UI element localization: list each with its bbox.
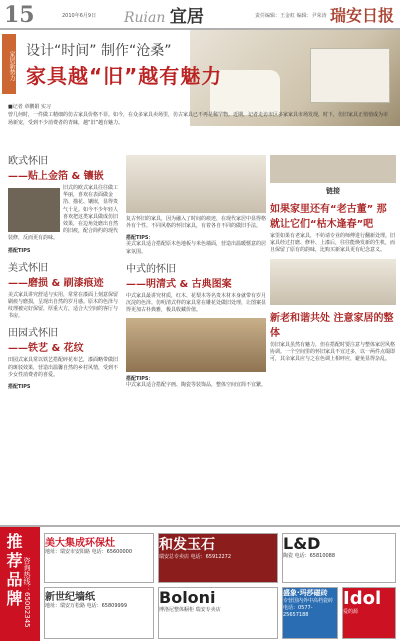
- harmony-body: 仿旧家具虽然有魅力，但在搭配时要注意与整体家居风格协调。一个空间里的怀旧家具不宜过多，以一两件点缀即可，其余家具应与之在色调上相呼应，避免显得杂乱。: [270, 341, 396, 363]
- rural-title: 田园式怀旧: [8, 328, 58, 340]
- section-name: [124, 2, 204, 27]
- editor-credit: 责任编辑：王金虹 编辑：尹荣涛: [255, 13, 327, 19]
- ad-wallpaper-detail: 地址：瑞安万松路 电话：65809999: [45, 603, 128, 609]
- brand-recommend-band: [0, 527, 40, 641]
- euro-photo: [8, 188, 60, 232]
- mid-photo-1: [126, 155, 266, 213]
- ad-boloni-name: Boloni: [159, 588, 216, 607]
- brand-recommend-label: 推荐品牌: [4, 533, 23, 609]
- ad-tile-name: 盛象·玛莎磁砖: [283, 589, 328, 597]
- ad-meida[interactable]: [44, 533, 154, 583]
- ad-idol-detail: 爱的源: [343, 609, 359, 615]
- us-title: 美式怀旧: [8, 262, 48, 274]
- feature-title: 家具越“旧”越有魅力: [26, 64, 223, 88]
- link-label: 链接: [326, 187, 340, 195]
- ad-meida-name: 美大集成环保灶: [45, 538, 115, 549]
- right-column: [270, 152, 396, 367]
- mid-tips-2-body: 中式家具适合搭配字画、陶瓷等装饰品，整体空间宜简不宜繁。: [126, 382, 267, 389]
- ad-tile[interactable]: [282, 587, 338, 639]
- ad-hefa-name: 和发玉石: [159, 537, 215, 553]
- ad-tile-detail: 专营国内外中高档瓷砖 电话：0577-25657188: [283, 598, 334, 618]
- byline: ■记者 章鹏娟 实习: [8, 104, 51, 110]
- us-body: 美式家具讲究舒适与实用，常常在漆面上刻意保留刷痕与磨损，呈现出自然的岁月感。原木的色泽与纹理被完好保留，厚重大方，适合大空间的客厅与书房。: [8, 291, 119, 320]
- rural-tips-label: 搭配TIPS: [8, 384, 31, 391]
- mid-tips-1-body: 美式家具适合搭配原木色地板与米色墙面，营造出温暖惬意的居家氛围。: [126, 241, 267, 255]
- right-photo-1: [270, 155, 396, 183]
- section-latin: Ruian: [124, 10, 166, 26]
- ad-ld-name: L&D: [283, 534, 321, 553]
- euro-tips-label: 搭配TIPS: [8, 247, 31, 254]
- page-number: 15: [4, 2, 35, 28]
- cn-body: 中式家具最讲究材质，红木、花梨木等名贵木材本身就带有岁月沉淀的色泽。仿明清式样的家具常在雕花处做旧处理，让图案显得更加古朴典雅，极具收藏价值。: [126, 292, 267, 314]
- left-column: [8, 152, 122, 390]
- euro-title: 欧式怀旧: [8, 156, 48, 167]
- ad-hefa[interactable]: [158, 533, 278, 583]
- ad-idol-name: Idol: [343, 588, 382, 609]
- ad-ld-detail: 陶瓷 电话：65810088: [283, 553, 336, 559]
- ad-boloni[interactable]: [158, 587, 278, 639]
- cn-subtitle: ——明清式 & 古典图案: [126, 278, 232, 290]
- euro-subtitle: ——贴上金箔 & 镶嵌: [8, 171, 104, 182]
- side-band: 家居新势力: [2, 34, 16, 94]
- restore-title: 如果家里还有“老古董” 那就让它们“枯木逢春”吧: [270, 204, 387, 230]
- cn-title: 中式的怀旧: [126, 263, 176, 275]
- newspaper-logo: 瑞安日报: [330, 6, 395, 25]
- issue-date: 2010年6月9日: [62, 13, 97, 19]
- mid-photo-2: [126, 318, 266, 372]
- ad-hefa-detail: 瑞安总专卖店 电话：65912272: [159, 554, 232, 560]
- ad-wallpaper-name: 新世纪墙纸: [45, 592, 95, 603]
- feature-subtitle: 设计“时间” 制作“沧桑”: [26, 43, 172, 59]
- ad-wallpaper[interactable]: [44, 587, 154, 639]
- harmony-title: 新老和谐共处 注意家居的整体: [270, 312, 394, 339]
- photo-cabinet: [310, 48, 390, 103]
- euro-body: 旧式的欧式家具往往做工华丽，喜欢在表面做金箔、描花、镶嵌，显得贵气十足。如今不少年轻人喜欢把这类家具做成仿旧效果，在边角处磨出自然的旧痕，配合简约的现代装修，反而更有韵味。: [8, 185, 119, 242]
- restore-body: 家里如果有老家具，不妨请专业的师傅进行翻新处理。旧家具经过打磨、修补、上漆后，往往能焕发新的生机，而且保留了原有的韵味，比购买新家具更有纪念意义。: [270, 233, 396, 254]
- page-header: [0, 0, 400, 30]
- ad-strip: [0, 525, 400, 641]
- mid-intro: 复古怀旧的家具，因为融入了时间的痕迹，在现代家居中显得格外有个性。不同风格的怀旧家具，有着各自不同的做旧手法。: [126, 216, 267, 230]
- right-photo-2: [270, 259, 396, 305]
- ad-idol[interactable]: [342, 587, 396, 639]
- hotline: 咨询热线：65002345: [23, 557, 31, 628]
- mid-tips-1: 搭配TIPS：: [126, 235, 154, 242]
- mid-tips-2: 搭配TIPS：: [126, 376, 154, 383]
- section-cn: 宜居: [169, 7, 204, 27]
- rural-body: 田园式家具常以铁艺搭配碎花布艺，漆面略带做旧的斑驳效果，营造出温馨自然的乡村风情，受到不少女性消费者的喜爱。: [8, 357, 119, 378]
- ad-boloni-detail: 博洛尼整体橱柜 瑞安专卖店: [159, 607, 221, 613]
- lead-paragraph: 曾几何时，一件做工精细的仿古家具价格不菲。如今，在众多家具卖场里，仿古家具已不再是稀罕物。近期，记者走访市区多家家具市场发现，时下，仿旧家具正悄悄成为市场新宠，受到不少消费者的青睐，越“旧”越有魅力。: [8, 112, 389, 126]
- ad-ld[interactable]: [282, 533, 396, 583]
- rural-subtitle: ——铁艺 & 花纹: [8, 343, 84, 355]
- ad-meida-detail: 地址：瑞安市安阳路 电话：65600000: [45, 549, 133, 555]
- us-subtitle: ——磨损 & 刷漆痕迹: [8, 277, 104, 289]
- middle-column: [126, 152, 266, 394]
